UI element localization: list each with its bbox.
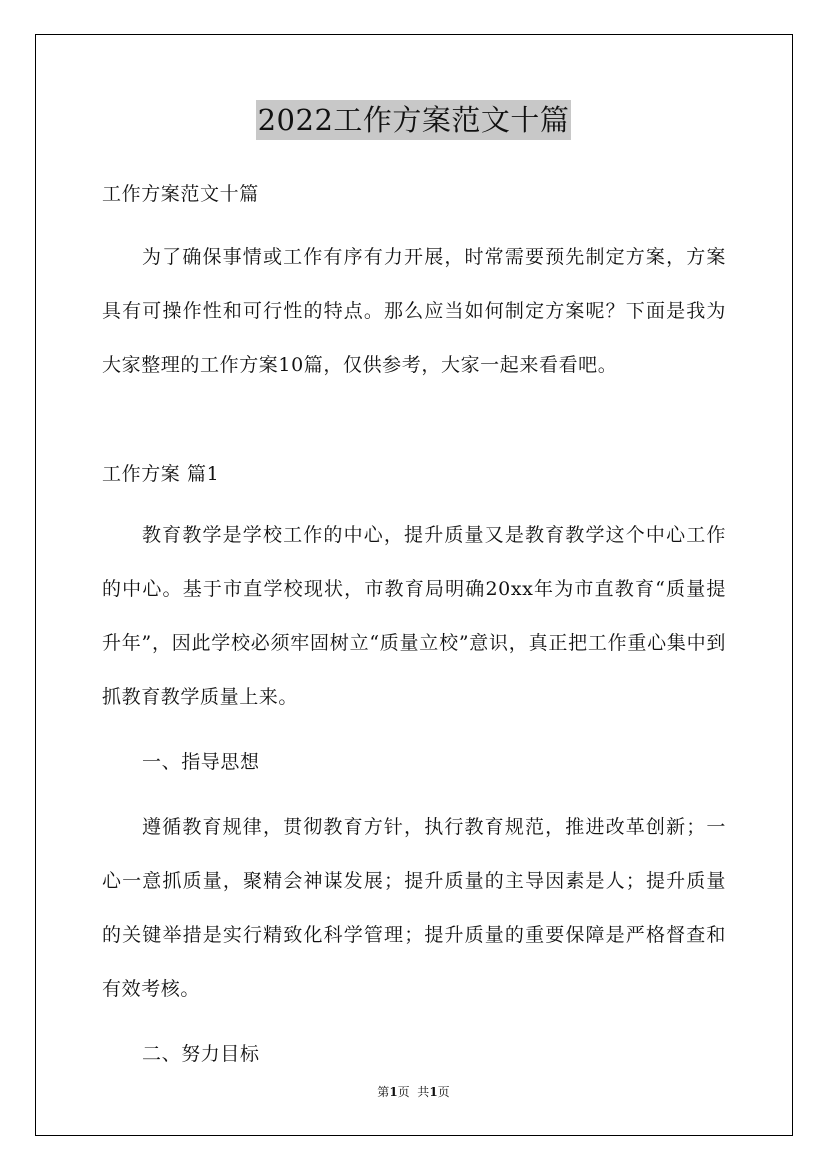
footer-prefix: 第 <box>377 1085 390 1099</box>
document-title: 2022工作方案范文十篇 <box>256 100 572 140</box>
footer-page-total: 1 <box>429 1085 438 1099</box>
guiding-thought-paragraph: 遵循教育规律，贯彻教育方针，执行教育规范，推进改革创新；一心一意抓质量，聚精会神谋发展；提升质量的主导因素是人；提升质量的关键举措是实行精致化科学管理；提升质量的重要保障是严格督查和有效考核。 <box>102 816 726 1000</box>
footer-page-current: 1 <box>389 1085 398 1099</box>
document-subtitle: 工作方案范文十篇 <box>102 183 259 205</box>
title-container <box>0 100 827 140</box>
heading-goals: 二、努力目标 <box>142 1043 260 1065</box>
document-body <box>102 170 726 1078</box>
blank-line <box>102 406 726 454</box>
footer-suffix: 页 <box>437 1085 450 1099</box>
intro-paragraph: 为了确保事情或工作有序有力开展，时常需要预先制定方案，方案具有可操作性和可行性的特点。那么应当如何制定方案呢？下面是我为大家整理的工作方案10篇，仅供参考，大家一起来看看吧。 <box>102 246 726 376</box>
heading-guiding-thought: 一、指导思想 <box>142 751 260 773</box>
section-heading-1: 工作方案 篇1 <box>102 463 220 485</box>
section1-paragraph: 教育教学是学校工作的中心，提升质量又是教育教学这个中心工作的中心。基于市直学校现状，市教育局明确20xx年为市直教育“质量提升年”，因此学校必须牢固树立“质量立校”意识，真正把工作重心集中到抓教育教学质量上来。 <box>102 524 726 708</box>
page-footer <box>0 1083 827 1100</box>
footer-mid: 页 共 <box>397 1085 430 1099</box>
